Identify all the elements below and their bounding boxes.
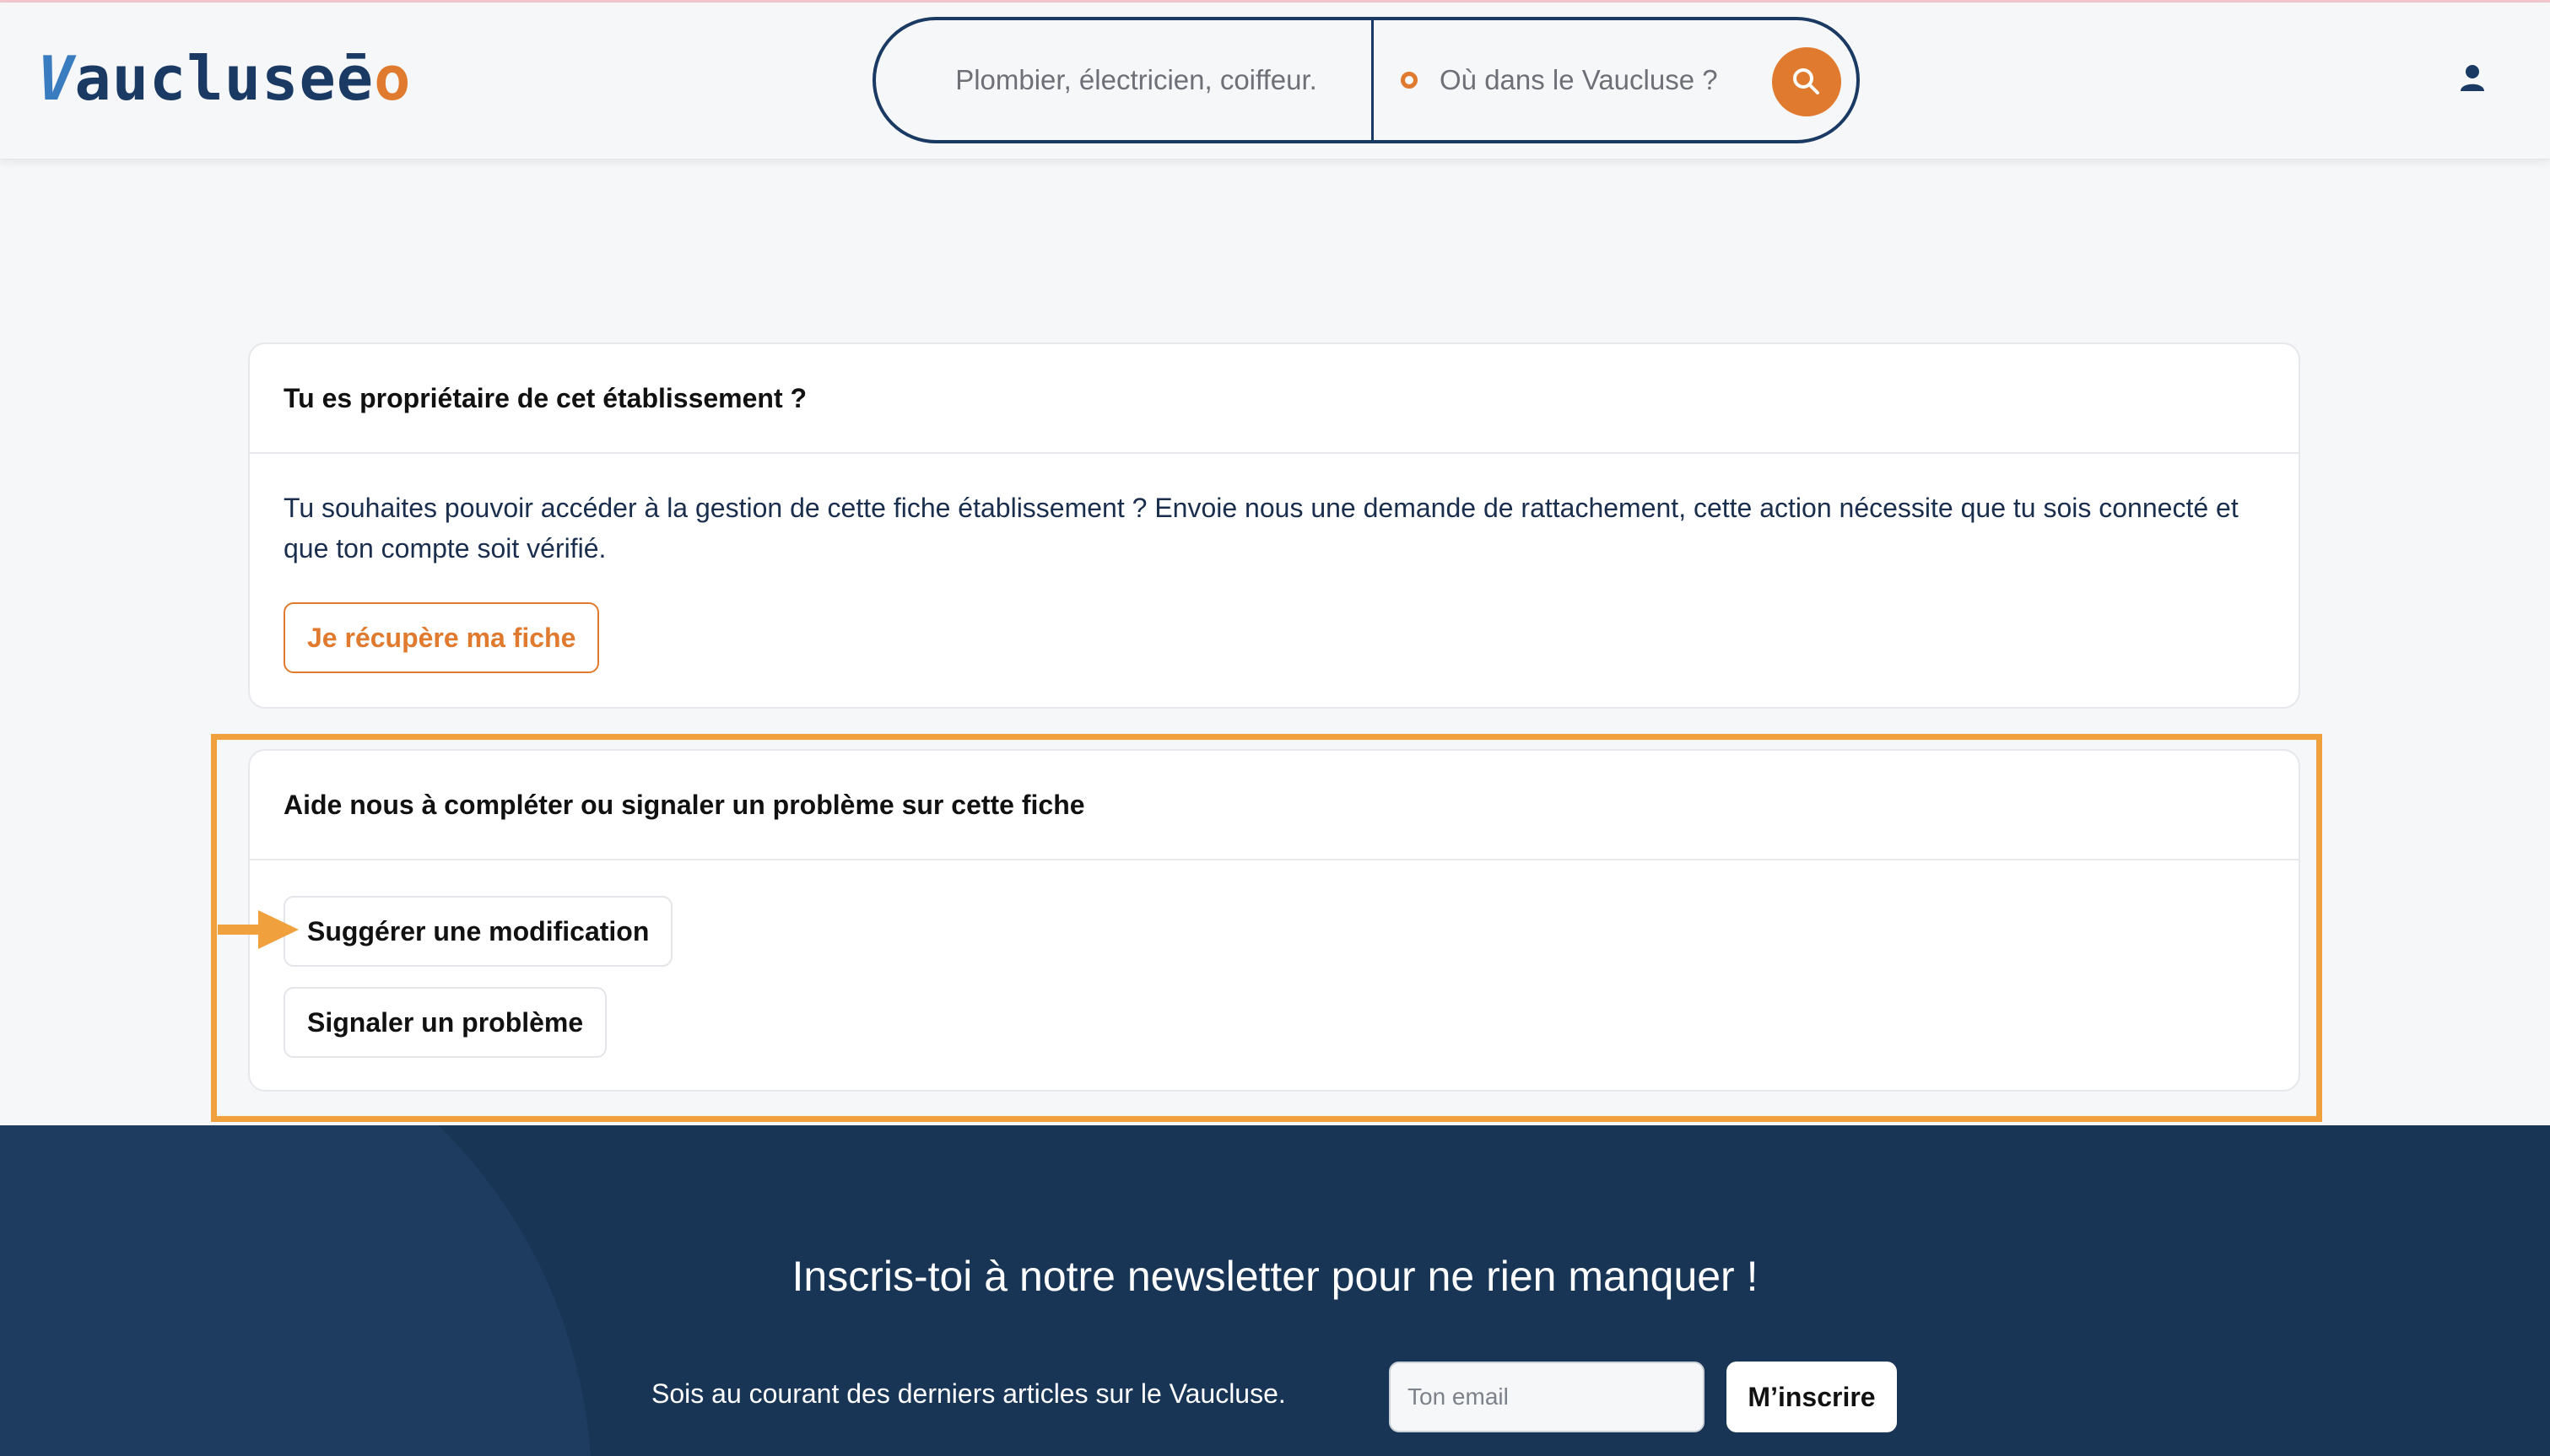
logo-text: aucluse bbox=[74, 43, 337, 114]
help-card-title: Aide nous à compléter ou signaler un problème sur cette fiche bbox=[250, 751, 2299, 860]
newsletter-email-input[interactable] bbox=[1389, 1362, 1705, 1432]
search-icon bbox=[1790, 65, 1823, 99]
pointer-arrow-icon bbox=[218, 909, 302, 951]
search-button[interactable] bbox=[1772, 47, 1841, 116]
logo-letter-v: V bbox=[37, 43, 75, 114]
claim-listing-button[interactable]: Je récupère ma fiche bbox=[284, 602, 599, 673]
help-card bbox=[248, 749, 2300, 1092]
site-header bbox=[0, 3, 2550, 159]
owner-card bbox=[248, 342, 2300, 709]
search-where-placeholder: Où dans le Vaucluse ? bbox=[1440, 64, 1718, 95]
search-bar bbox=[873, 17, 1860, 143]
newsletter-footer bbox=[0, 1125, 2550, 1456]
newsletter-subtitle: Sois au courant des derniers articles sur le Vaucluse. bbox=[651, 1378, 1286, 1409]
logo-letter-o: o bbox=[374, 43, 412, 114]
location-pin-icon bbox=[1401, 72, 1418, 89]
owner-card-description: Tu souhaites pouvoir accéder à la gestion de cette fiche établissement ? Envoie nous une demande de rattachement, cette action nécessite que tu sois connecté et que ton compte soit vérifié. bbox=[284, 493, 2239, 564]
owner-card-title: Tu es propriétaire de cet établissement ? bbox=[250, 344, 2299, 454]
search-what-input[interactable] bbox=[876, 20, 1374, 140]
site-logo[interactable] bbox=[37, 43, 412, 114]
subscribe-button[interactable]: M’inscrire bbox=[1726, 1362, 1897, 1432]
logo-letter-e: ē bbox=[336, 43, 375, 114]
search-what-placeholder: Plombier, électricien, coiffeur. bbox=[955, 64, 1317, 95]
user-icon[interactable] bbox=[2458, 63, 2487, 92]
suggest-edit-button[interactable]: Suggérer une modification bbox=[284, 896, 673, 967]
newsletter-title: Inscris-toi à notre newsletter pour ne rien manquer ! bbox=[791, 1253, 1759, 1300]
report-problem-button[interactable]: Signaler un problème bbox=[284, 987, 607, 1058]
